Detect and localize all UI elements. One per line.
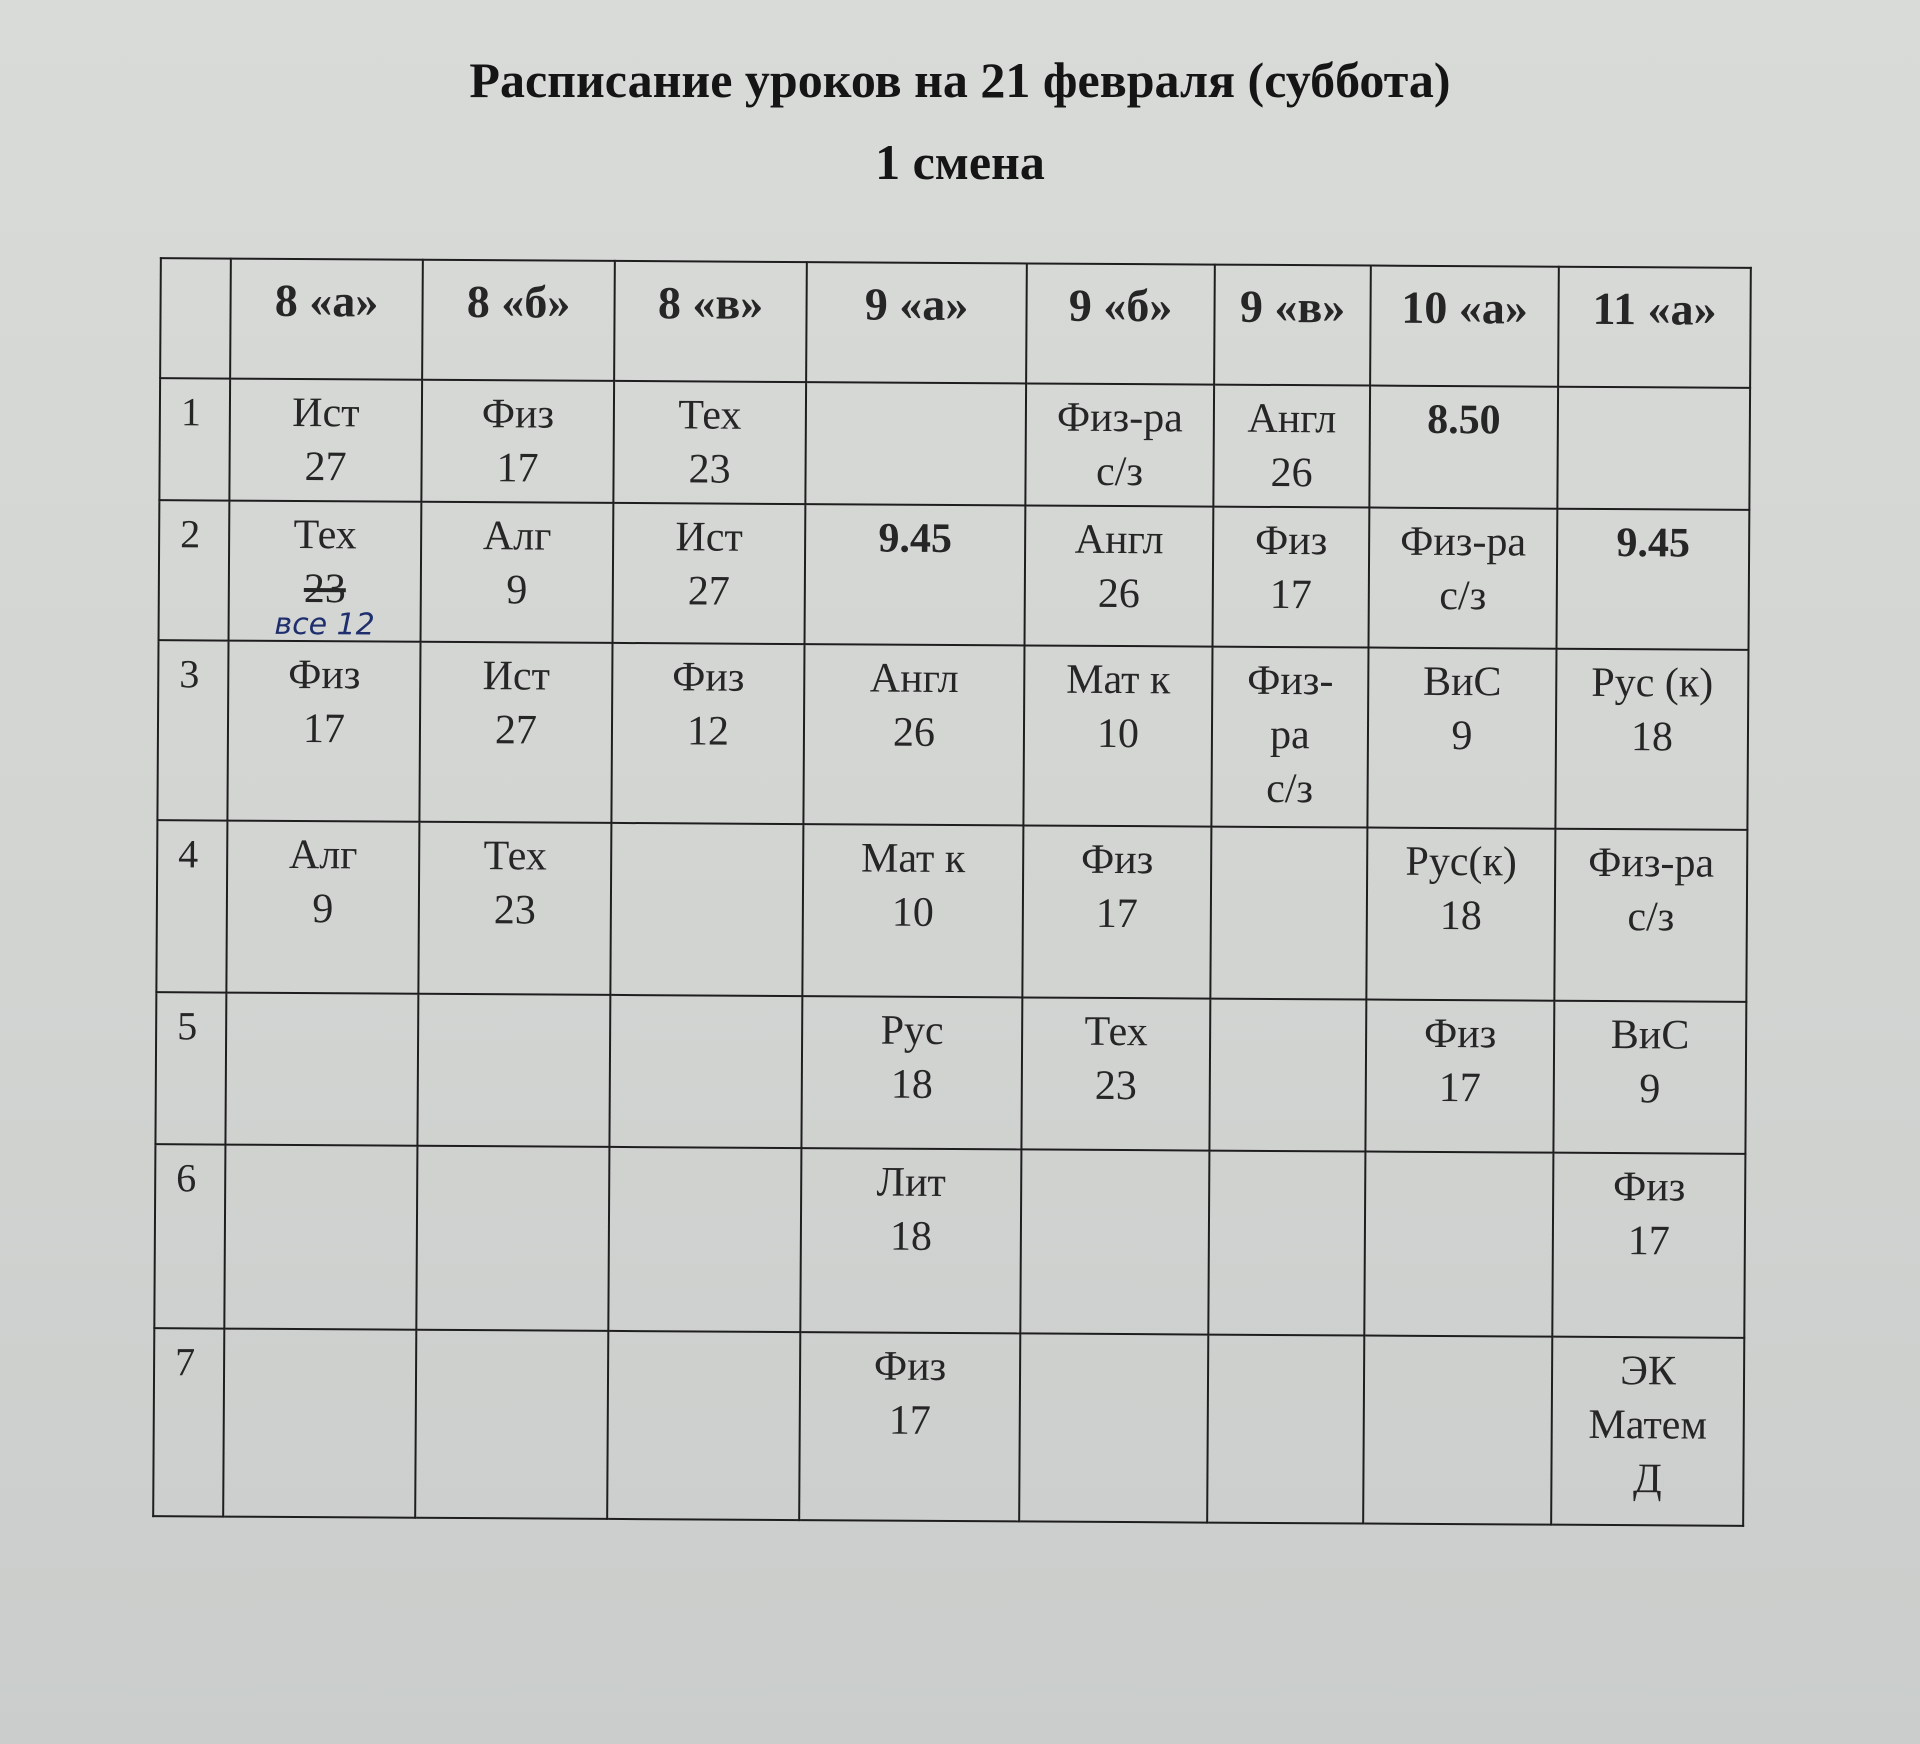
- page-subtitle: 1 смена: [875, 134, 1045, 190]
- room-text: 18: [889, 1213, 933, 1260]
- class-header-cell: 8 «в»: [614, 261, 807, 382]
- subject-text: Физ: [288, 651, 361, 699]
- subject-text: Рус (к): [1591, 659, 1714, 707]
- subject-text: Тех: [483, 833, 547, 880]
- subject-text: Ист: [292, 389, 360, 437]
- room-text: 17: [496, 445, 539, 492]
- subject-text: Физ: [1254, 517, 1328, 565]
- lesson-cell: [416, 1146, 609, 1331]
- lesson-cell: [1556, 509, 1749, 650]
- lesson-cell: [799, 1332, 1020, 1521]
- lesson-cell: [610, 823, 803, 996]
- lesson-cell: [419, 642, 612, 823]
- lesson-number: 2: [159, 500, 230, 640]
- room-text: 17: [302, 706, 346, 753]
- room-text: ра: [1269, 711, 1310, 759]
- lesson-cell: [613, 503, 806, 644]
- lesson-cell: [1366, 828, 1555, 1001]
- lesson-number: 6: [154, 1144, 225, 1328]
- subject-text: Мат к: [1066, 656, 1171, 704]
- lesson-cell: [1369, 386, 1558, 509]
- subject-text: Англ: [869, 655, 959, 703]
- room-text: с/з: [1266, 765, 1314, 813]
- room-text: 18: [890, 1061, 933, 1108]
- subject-text: Тех: [678, 392, 742, 439]
- room-text: 17: [1269, 571, 1312, 619]
- subject-text: Физ-: [1247, 657, 1334, 705]
- subject-text: Физ: [481, 391, 555, 438]
- lesson-cell: [1553, 1001, 1746, 1154]
- room-text: Д: [1632, 1456, 1662, 1503]
- subject-text: Физ-ра: [1056, 394, 1183, 442]
- room-text: 26: [1097, 570, 1140, 618]
- lesson-number: 1: [159, 378, 230, 500]
- room-text: 17: [888, 1397, 931, 1444]
- lesson-cell: [417, 994, 610, 1147]
- lesson-cell: [1551, 1337, 1744, 1526]
- lesson-cell: [1025, 505, 1214, 646]
- subject-text: Физ: [672, 654, 745, 701]
- room-text: 26: [892, 709, 936, 756]
- lesson-cell: [803, 644, 1024, 825]
- subject-text: Лит: [876, 1159, 947, 1206]
- table-row: [157, 640, 1748, 830]
- lesson-cell: [800, 1148, 1021, 1333]
- subject-text: Физ: [1423, 1010, 1497, 1058]
- subject-text: Алг: [288, 831, 358, 879]
- corner-cell: [160, 258, 231, 378]
- lesson-cell: [611, 643, 804, 824]
- lesson-cell: [1019, 1333, 1208, 1522]
- lesson-cell: [1023, 645, 1212, 826]
- class-header-cell: 10 «а»: [1370, 266, 1559, 387]
- room-text: 17: [1095, 890, 1139, 938]
- subject-text: Англ: [1074, 516, 1164, 564]
- lesson-cell: [1020, 1149, 1209, 1334]
- subject-text: 9.45: [1616, 520, 1691, 567]
- lesson-cell: [229, 501, 422, 642]
- lesson-cell: [418, 822, 611, 995]
- subject-text: Мат к: [860, 835, 966, 883]
- table-row: [155, 992, 1746, 1154]
- lesson-cell: [1364, 1152, 1553, 1337]
- lesson-cell: [1209, 999, 1366, 1152]
- lesson-cell: [1208, 1151, 1365, 1336]
- room-text: 27: [304, 444, 347, 491]
- room-text: 18: [1630, 714, 1674, 761]
- room-text: 12: [686, 708, 730, 755]
- lesson-cell: [802, 824, 1023, 997]
- room-text: 23: [1094, 1062, 1137, 1110]
- schedule-table: [152, 257, 1752, 1527]
- lesson-cell: [805, 382, 1026, 505]
- lesson-number: 4: [156, 820, 227, 992]
- lesson-cell: [608, 1147, 801, 1332]
- subject-text: Рус: [880, 1007, 944, 1054]
- table-row: [159, 378, 1750, 510]
- room-text: 9: [1451, 713, 1473, 760]
- subject-text: Физ: [1612, 1164, 1686, 1211]
- room-text: 27: [494, 707, 538, 754]
- lesson-cell: [1210, 827, 1367, 1000]
- room-text: 27: [687, 568, 730, 615]
- header-row: [160, 258, 1751, 388]
- subject-text: ЭК: [1620, 1348, 1677, 1395]
- lesson-cell: [225, 993, 418, 1146]
- lesson-cell: [805, 504, 1026, 645]
- room-text: 23: [688, 446, 731, 493]
- lesson-cell: [1021, 997, 1210, 1150]
- class-header-cell: 9 «в»: [1214, 265, 1371, 386]
- room-text: 9: [1639, 1066, 1661, 1113]
- room-text: с/з: [1627, 894, 1675, 941]
- lesson-number: 5: [155, 992, 226, 1144]
- lesson-cell: [1213, 385, 1370, 508]
- lesson-cell: [613, 381, 806, 504]
- subject-text: Физ: [873, 1343, 947, 1390]
- subject-text: Физ-ра: [1588, 839, 1715, 887]
- class-header-cell: 9 «б»: [1026, 263, 1215, 384]
- subject-text: Физ-ра: [1400, 518, 1527, 566]
- subject-text: 8.50: [1427, 396, 1501, 444]
- room-text: 23: [303, 566, 346, 613]
- lesson-cell: [801, 996, 1022, 1149]
- lesson-cell: [415, 1330, 608, 1519]
- subject-text: ВиС: [1610, 1012, 1690, 1059]
- room-text: 17: [1627, 1218, 1671, 1265]
- class-header-cell: 8 «б»: [422, 260, 615, 381]
- lesson-cell: [1369, 508, 1558, 649]
- lesson-cell: [1022, 825, 1211, 998]
- lesson-cell: [223, 1329, 416, 1518]
- lesson-cell: [1025, 383, 1214, 506]
- lesson-cell: [607, 1331, 800, 1520]
- table-row: [153, 1328, 1744, 1526]
- class-header-cell: 11 «а»: [1558, 267, 1751, 388]
- subject-text: Тех: [293, 511, 357, 559]
- subject-text: 9.45: [878, 515, 953, 562]
- subject-text: Ист: [482, 653, 551, 700]
- room-text: 9: [312, 886, 334, 933]
- room-text: 23: [493, 887, 537, 934]
- lesson-cell: [1363, 1336, 1552, 1525]
- subject-text: Рус(к): [1405, 838, 1518, 886]
- room-text: 10: [1096, 710, 1140, 758]
- lesson-cell: [1365, 1000, 1554, 1153]
- room-text: с/з: [1095, 448, 1144, 496]
- room-text: 18: [1439, 892, 1483, 940]
- room-text: 9: [506, 567, 528, 614]
- lesson-cell: [421, 380, 614, 503]
- room-text: 26: [1270, 449, 1313, 497]
- page-title: Расписание уроков на 21 февраля (суббота): [469, 52, 1451, 108]
- lesson-cell: [229, 379, 422, 502]
- room-text: 10: [891, 889, 935, 936]
- handwritten-note: все 12: [274, 606, 375, 643]
- lesson-number: 7: [153, 1328, 224, 1516]
- subject-text: Тех: [1084, 1008, 1148, 1056]
- lesson-cell: [226, 821, 419, 994]
- lesson-cell: [1211, 647, 1368, 828]
- lesson-cell: [1213, 507, 1370, 648]
- lesson-cell: [421, 502, 614, 643]
- lesson-number: 3: [157, 640, 228, 820]
- table-row: [154, 1144, 1745, 1338]
- class-header-cell: 9 «а»: [806, 262, 1027, 383]
- lesson-cell: [1554, 829, 1747, 1002]
- table-row: [156, 820, 1747, 1002]
- subject-text: Физ: [1080, 836, 1154, 884]
- room-text: с/з: [1439, 572, 1487, 620]
- class-header-cell: 8 «а»: [230, 259, 423, 380]
- subject-text: Ист: [675, 514, 743, 561]
- lesson-cell: [1555, 649, 1748, 830]
- lesson-cell: [609, 995, 802, 1148]
- lesson-cell: [1207, 1335, 1364, 1524]
- subject-text: ВиС: [1422, 658, 1502, 706]
- lesson-cell: [224, 1145, 417, 1330]
- room-text: 17: [1438, 1064, 1481, 1112]
- subject-text: Алг: [482, 513, 552, 560]
- room-text: Матем: [1588, 1401, 1708, 1449]
- table-row: [159, 500, 1750, 650]
- lesson-cell: [1552, 1153, 1745, 1338]
- lesson-cell: [227, 641, 420, 822]
- subject-text: Англ: [1247, 395, 1337, 443]
- lesson-cell: [1367, 648, 1556, 829]
- lesson-cell: [1557, 387, 1750, 510]
